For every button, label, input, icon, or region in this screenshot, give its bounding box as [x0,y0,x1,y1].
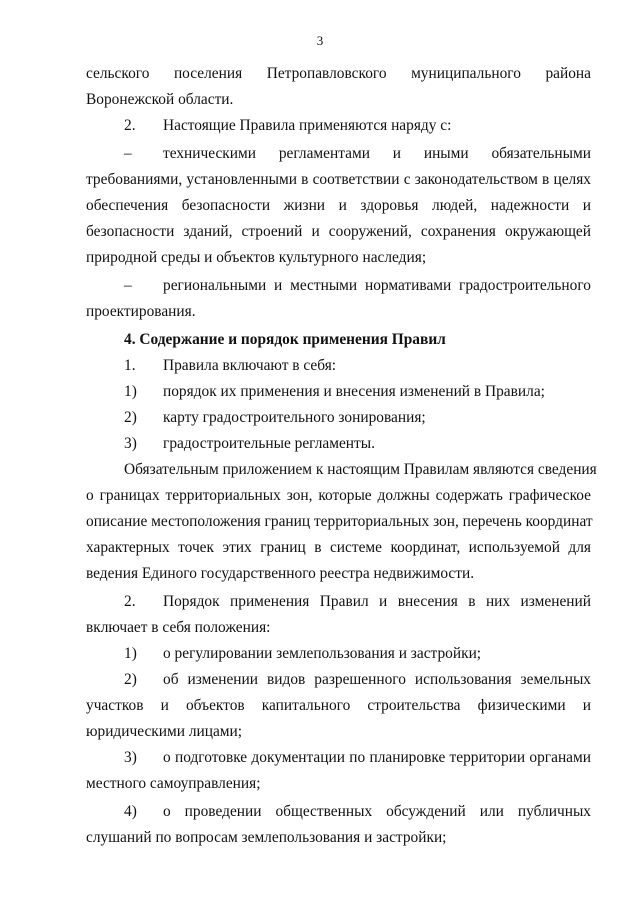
paragraph-line: характерных точек этих границ в системе координат, используемой для [86,539,591,556]
paragraph-line: участков и объектов капитального строительства физическими и [86,697,591,714]
dash-item-text: техническими регламентами и иными обязательными [163,145,591,162]
list-item-text: о регулировании землепользования и застройки; [163,645,482,662]
dash-marker: – [124,145,132,162]
paragraph-line: о границах территориальных зон, которые должны содержать графическое [86,487,591,504]
list-marker: 1) [124,645,137,662]
paragraph-line: безопасности зданий, строений и сооружений, сохранения окружающей [86,223,591,240]
paragraph-line: юридическими лицами; [86,723,243,740]
paragraph-line: сельского поселения Петропавловского муниципального района [86,65,591,82]
paragraph-line: проектирования. [86,303,196,320]
list-marker: 3) [124,435,137,452]
list-marker: 2) [124,409,137,426]
list-item-text: Порядок применения Правил и внесения в них изменений [163,593,591,610]
list-marker: 3) [124,749,137,766]
paragraph-line: ведения Единого государственного реестра недвижимости. [86,565,475,582]
list-marker: 1) [124,383,137,400]
section-heading: 4. Содержание и порядок применения Правил [124,331,446,348]
list-marker: 2. [124,117,136,134]
dash-item-text: региональными и местными нормативами градостроительного [163,277,591,294]
list-marker: 2. [124,593,136,610]
paragraph-line: Воронежской области. [86,91,234,108]
paragraph-line: слушаний по вопросам землепользования и застройки; [86,829,447,846]
list-item-text: Настоящие Правила применяются наряду с: [163,117,452,134]
list-marker: 1. [124,357,136,374]
paragraph-line: местного самоуправления; [86,775,261,792]
dash-marker: – [124,277,132,294]
paragraph-line: требованиями, установленными в соответствии с законодательством в целях [86,171,591,188]
list-item-text: о подготовке документации по планировке территории органами [163,749,591,766]
paragraph-line: обеспечения безопасности жизни и здоровья людей, надежности и [86,197,591,214]
list-item-text: порядок их применения и внесения изменений в Правила; [163,383,545,400]
list-item-text: Правила включают в себя: [163,357,337,374]
list-item-text: карту градостроительного зонирования; [163,409,426,426]
page-number: 3 [316,33,324,48]
paragraph-line: включает в себя положения: [86,619,271,636]
list-item-text: о проведении общественных обсуждений или публичных [163,803,591,820]
paragraph-line: природной среды и объектов культурного наследия; [86,249,427,266]
list-marker: 2) [124,671,137,688]
paragraph-line: описание местоположения границ территориальных зон, перечень координат [86,513,593,530]
list-item-text: об изменении видов разрешенного использования земельных [163,671,591,688]
list-item-text: градостроительные регламенты. [163,435,375,452]
list-marker: 4) [124,803,137,820]
paragraph-line: Обязательным приложением к настоящим Правилам являются сведения [124,461,597,478]
